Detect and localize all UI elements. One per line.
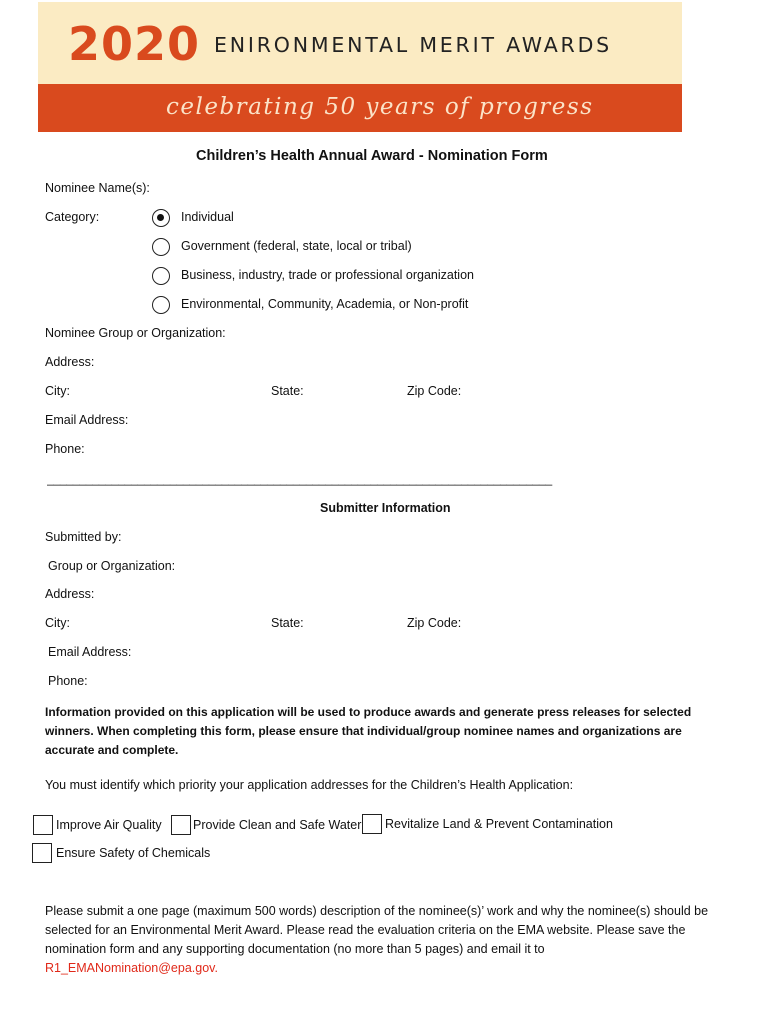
- radio-business[interactable]: [152, 267, 170, 285]
- category-option-individual: Individual: [181, 210, 234, 224]
- notice-text: Information provided on this application will be used to produce awards and generate press releases for selected winners. When completing this form, please ensure that individual/group nominee names and organizations are accurate and complete.: [45, 705, 692, 757]
- nominee-address-label: Address:: [45, 355, 95, 369]
- submitter-heading: Submitter Information: [320, 501, 451, 515]
- banner-title: ENIRONMENTAL MERIT AWARDS: [214, 33, 612, 57]
- nominee-email-label: Email Address:: [45, 413, 129, 427]
- banner-tagline: celebrating 50 years of progress: [166, 94, 594, 120]
- category-option-environmental: Environmental, Community, Academia, or Non-profit: [181, 297, 469, 311]
- banner-header: [38, 2, 682, 84]
- checkbox-air-quality[interactable]: [33, 815, 53, 835]
- banner-year: 2020: [68, 17, 201, 71]
- submitter-email-label: Email Address:: [48, 645, 132, 659]
- checkbox-clean-water[interactable]: [171, 815, 191, 835]
- nominee-phone-label: Phone:: [45, 442, 85, 456]
- submitted-by-label: Submitted by:: [45, 530, 122, 544]
- submitter-phone-label: Phone:: [48, 674, 88, 688]
- instructions-paragraph: [45, 902, 731, 978]
- priority-option-chemical-safety: Ensure Safety of Chemicals: [56, 846, 211, 860]
- priority-option-clean-water: Provide Clean and Safe Water: [193, 818, 362, 832]
- banner-tagline-bar: [38, 84, 682, 132]
- nominee-city-label: City:: [45, 384, 70, 398]
- nominee-state-label: State:: [271, 384, 304, 398]
- priority-option-revitalize-land: Revitalize Land & Prevent Contamination: [385, 817, 613, 831]
- submission-email-link[interactable]: R1_EMANomination@epa.gov.: [45, 961, 218, 975]
- nominee-names-label: Nominee Name(s):: [45, 181, 150, 195]
- priority-option-air-quality: Improve Air Quality: [56, 818, 162, 832]
- nominee-zip-label: Zip Code:: [407, 384, 462, 398]
- checkbox-revitalize-land[interactable]: [362, 814, 382, 834]
- form-title: Children’s Health Annual Award - Nomination Form: [196, 148, 548, 164]
- checkbox-chemical-safety[interactable]: [32, 843, 52, 863]
- nominee-group-label: Nominee Group or Organization:: [45, 326, 226, 340]
- radio-individual[interactable]: [152, 209, 170, 227]
- radio-environmental[interactable]: [152, 296, 170, 314]
- submitter-zip-label: Zip Code:: [407, 616, 462, 630]
- category-label: Category:: [45, 210, 100, 224]
- radio-government[interactable]: [152, 238, 170, 256]
- instructions-text: Please submit a one page (maximum 500 words) description of the nominee(s)’ work and why the nominee(s) should be selected for an Environmental Merit Award. Please read the evaluation criteria on the EMA website. Please save the nomination form and any supporting documentation (no more than 5 pages) and email it to: [45, 904, 709, 956]
- submitter-address-label: Address:: [45, 587, 95, 601]
- category-option-business: Business, industry, trade or professional organization: [181, 268, 474, 282]
- submitter-city-label: City:: [45, 616, 70, 630]
- submitter-group-label: Group or Organization:: [48, 559, 176, 573]
- submitter-state-label: State:: [271, 616, 304, 630]
- section-divider: ______________________________________________________________________________: [47, 472, 552, 486]
- category-option-government: Government (federal, state, local or tribal): [181, 239, 412, 253]
- priority-prompt: You must identify which priority your application addresses for the Children’s Health Application:: [45, 778, 574, 792]
